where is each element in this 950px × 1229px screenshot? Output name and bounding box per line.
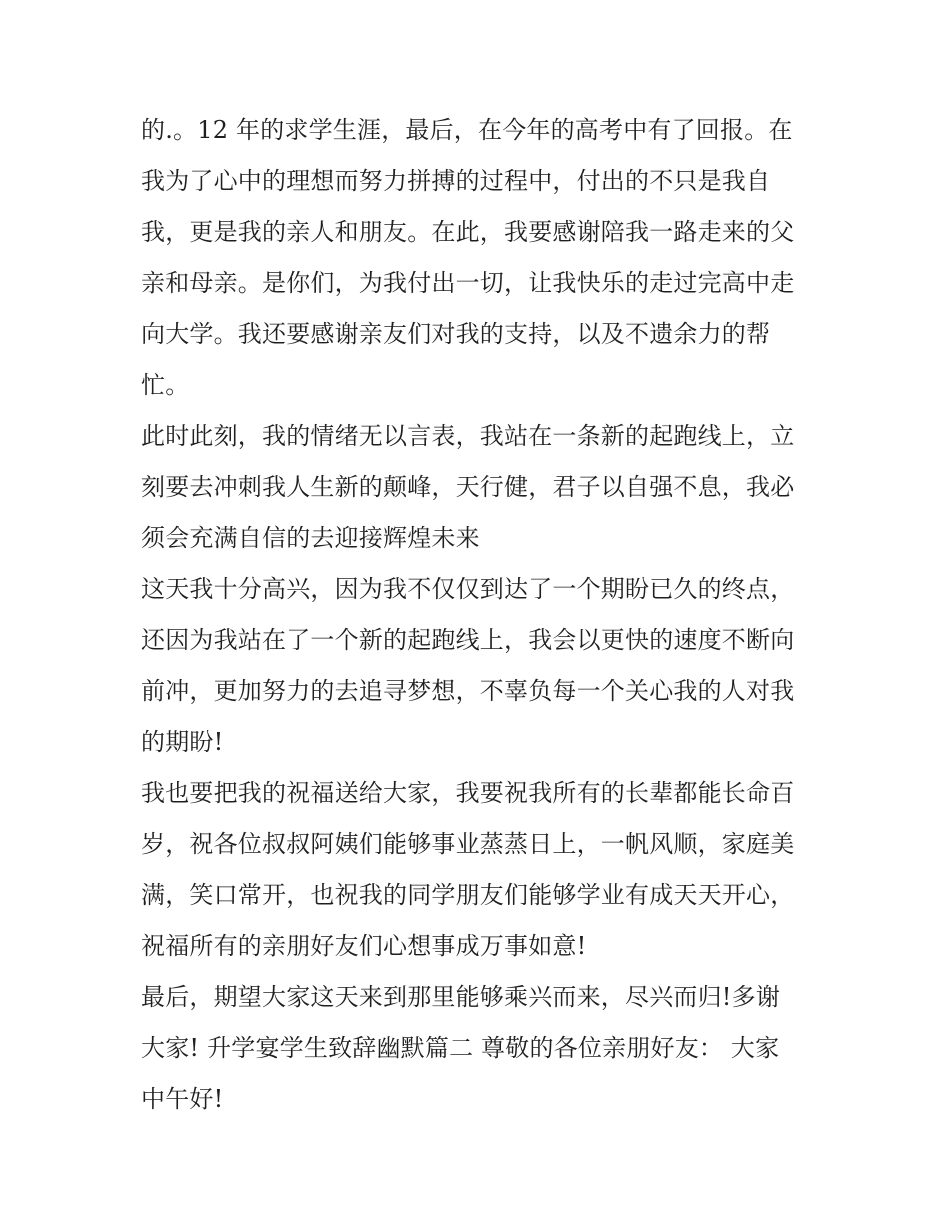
text-line: 的.。12 年的求学生涯，最后，在今年的高考中有了回报。在 <box>141 116 793 144</box>
text-line: 满，笑口常开，也祝我的同学朋友们能够学业有成天天开心， <box>141 881 795 909</box>
text-line: 忙。 <box>141 371 190 399</box>
text-line: 中午好! <box>141 1085 224 1113</box>
text-line: 的期盼! <box>141 728 224 756</box>
text-line: 刻要去冲刺我人生新的颠峰，天行健，君子以自强不息，我必 <box>141 473 795 501</box>
text-line: 大家! 升学宴学生致辞幽默篇二 尊敬的各位亲朋好友： 大家 <box>141 1034 780 1062</box>
text-line: 我也要把我的祝福送给大家，我要祝我所有的长辈都能长命百 <box>141 779 795 807</box>
text-line: 向大学。我还要感谢亲友们对我的支持，以及不遗余力的帮 <box>141 320 771 348</box>
text-line: 须会充满自信的去迎接辉煌未来 <box>141 524 480 552</box>
text-line: 我为了心中的理想而努力拼搏的过程中，付出的不只是我自 <box>141 167 771 195</box>
text-line: 岁，祝各位叔叔阿姨们能够事业蒸蒸日上，一帆风顺，家庭美 <box>141 830 795 858</box>
text-line: 这天我十分高兴，因为我不仅仅到达了一个期盼已久的终点， <box>141 575 795 603</box>
text-line: 我，更是我的亲人和朋友。在此，我要感谢陪我一路走来的父 <box>141 218 795 246</box>
text-line: 前冲，更加努力的去追寻梦想，不辜负每一个关心我的人对我 <box>141 677 795 705</box>
text-line: 亲和母亲。是你们，为我付出一切，让我快乐的走过完高中走 <box>141 269 795 297</box>
text-line: 还因为我站在了一个新的起跑线上，我会以更快的速度不断向 <box>141 626 795 654</box>
text-line: 最后，期望大家这天来到那里能够乘兴而来，尽兴而归!多谢 <box>141 983 781 1011</box>
text-line: 此时此刻，我的情绪无以言表，我站在一条新的起跑线上，立 <box>141 422 795 450</box>
text-line: 祝福所有的亲朋好友们心想事成万事如意! <box>141 932 587 960</box>
document-body <box>141 105 821 1125</box>
